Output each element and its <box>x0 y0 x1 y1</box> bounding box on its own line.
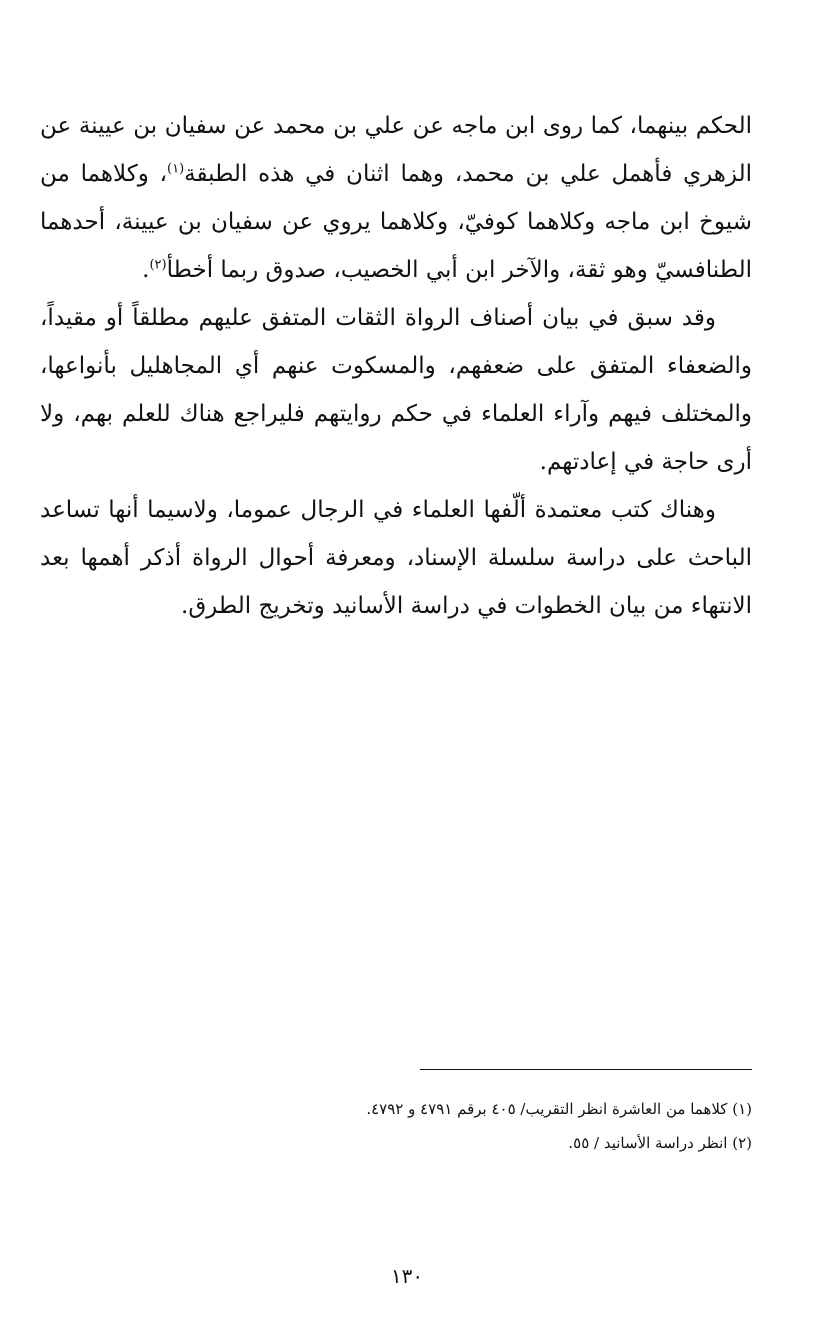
main-text <box>40 102 752 630</box>
paragraph-1-part-3: . <box>142 257 150 283</box>
paragraph-3: وهناك كتب معتمدة ألّفها العلماء في الرجال عموما، ولاسيما أنها تساعد الباحث على دراسة سلسلة الإسناد، ومعرفة أحوال الرواة أذكر أهمها بعد الانتهاء من بيان الخطوات في دراسة الأسانيد وتخريج الطرق. <box>40 497 752 619</box>
paragraph-2: وقد سبق في بيان أصناف الرواة الثقات المتفق عليهم مطلقاً أو مقيداً، والضعفاء المتفق على ضعفهم، والمسكوت عنهم أي المجاهليل بأنواعها، والمختلف فيهم وآراء العلماء في حكم روايتهم فليراجع هناك للعلم بهم، ولا أرى حاجة في إعادتهم. <box>40 305 752 475</box>
footnote-2: (٢) انظر دراسة الأسانيد / ٥٥. <box>568 1134 752 1152</box>
footnotes <box>40 1092 752 1160</box>
paragraph-1-part-1: الحكم بينهما، كما روى ابن ماجه عن علي بن محمد عن سفيان بن عيينة عن الزهري فأهمل علي بن محمد، وهما اثنان في هذه الطبقة <box>40 113 752 187</box>
paragraph-1-part-2: ، وكلاهما من شيوخ ابن ماجه وكلاهما كوفيّ، وكلاهما يروي عن سفيان بن عيينة، أحدهما الطنافسيّ وهو ثقة، والآخر ابن أبي الخصيب، صدوق ربما أخطأ <box>40 161 752 283</box>
page-number: ١٣٠ <box>390 1264 424 1288</box>
footnote-1: (١) كلاهما من العاشرة انظر التقريب/ ٤٠٥ برقم ٤٧٩١ و ٤٧٩٢. <box>366 1100 752 1118</box>
footnote-ref-2: (٢) <box>149 257 167 273</box>
footnote-ref-1: (١) <box>167 161 185 177</box>
footnote-divider <box>420 1069 752 1070</box>
paragraph-1 <box>40 102 752 294</box>
